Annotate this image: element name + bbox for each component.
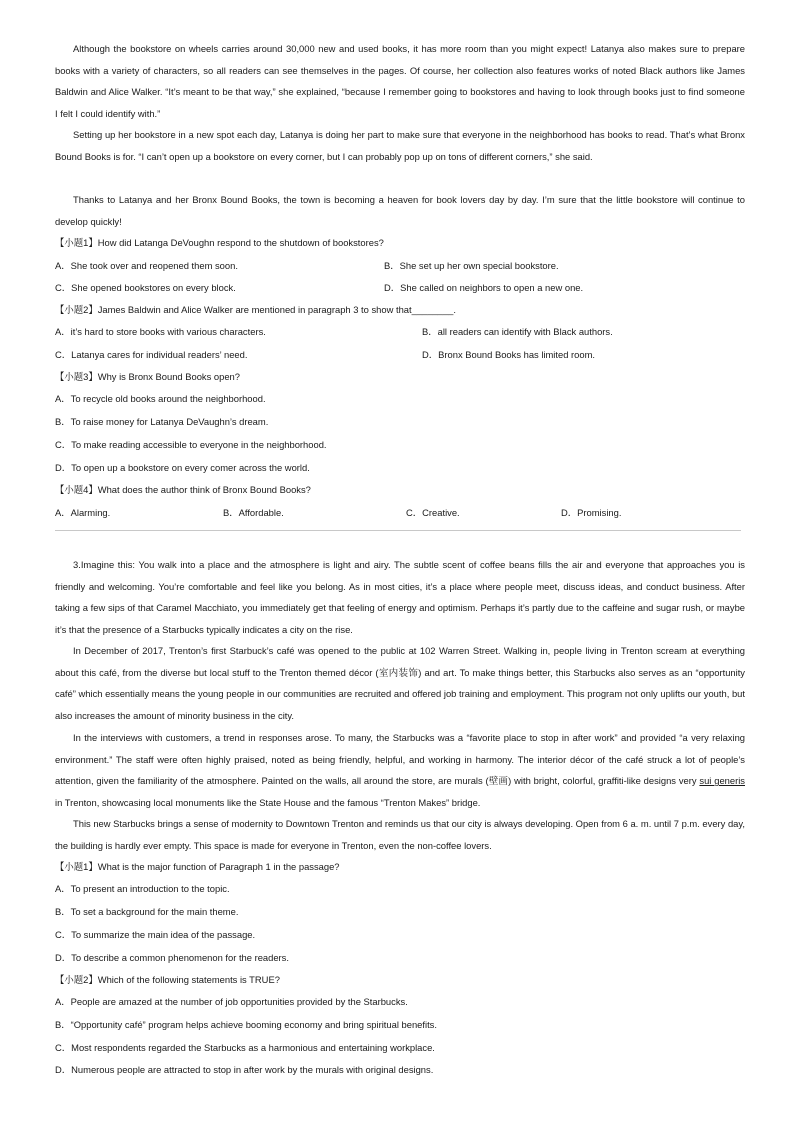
passage3-paragraph-4: This new Starbucks brings a sense of modernity to Downtown Trenton and reminds us that our city is always developing. Open from 6 a. m. until 7 p.m. every day, the building is hardly ever empty. This space is made for everyone in Trenton, even the non-coffee lovers.: [55, 818, 745, 851]
passage2-paragraph-3: Although the bookstore on wheels carries around 30,000 new and used books, it has more room than you might expect! Latanya also makes sure to prepare books with a variety of characters, so all readers can see themselves in the pages. Of course, her collection also features works of noted Black authors like James Baldwin and Alice Walker. “It’s meant to be that way,” she explained, “because I remember going to bookstores and having to look through books just to find someone I felt I could identify with.”: [55, 43, 745, 119]
p2-q4-option-c[interactable]: C．Creative.: [406, 507, 460, 518]
p2-q4-option-b[interactable]: B．Affordable.: [223, 507, 284, 518]
underlined-term: sui generis: [699, 775, 745, 787]
p3-q1-option-c[interactable]: C．To summarize the main idea of the passage.: [55, 929, 256, 940]
p2-q3-option-a[interactable]: A．To recycle old books around the neighborhood.: [55, 393, 266, 404]
p2-question-3-stem: 【小题3】Why is Bronx Bound Books open?: [55, 371, 240, 382]
p3-q2-option-a[interactable]: A．People are amazed at the number of job opportunities provided by the Starbucks.: [55, 996, 408, 1007]
p2-question-4-stem: 【小题4】What does the author think of Bronx Bound Books?: [55, 484, 311, 495]
p3-question-1-stem: 【小题1】What is the major function of Paragraph 1 in the passage?: [55, 861, 340, 872]
p3-q1-option-b[interactable]: B．To set a background for the main theme.: [55, 906, 239, 917]
p2-q2-option-a[interactable]: A．it’s hard to store books with various characters.: [55, 326, 266, 337]
p2-q1-option-d[interactable]: D．She called on neighbors to open a new one.: [384, 282, 584, 293]
p2-q1-option-c[interactable]: C．She opened bookstores on every block.: [55, 282, 236, 293]
p3-q2-option-c[interactable]: C．Most respondents regarded the Starbucks as a harmonious and entertaining workplace.: [55, 1042, 435, 1053]
p2-question-2-stem: 【小题2】James Baldwin and Alice Walker are mentioned in paragraph 3 to show that________.: [55, 304, 456, 315]
p3-q2-option-b[interactable]: B．“Opportunity café” program helps achieve booming economy and bring spiritual benefits.: [55, 1019, 437, 1030]
p2-q1-option-a[interactable]: A．She took over and reopened them soon.: [55, 260, 238, 271]
p2-question-1-stem: 【小题1】How did Latanga DeVoughn respond to the shutdown of bookstores?: [55, 237, 384, 248]
p2-q3-option-d[interactable]: D．To open up a bookstore on every comer across the world.: [55, 462, 310, 473]
p3-q1-option-d[interactable]: D．To describe a common phenomenon for the readers.: [55, 952, 289, 963]
p2-q2-option-b[interactable]: B．all readers can identify with Black authors.: [422, 326, 613, 337]
p2-q2-option-d[interactable]: D．Bronx Bound Books has limited room.: [422, 349, 595, 360]
p2-q3-option-c[interactable]: C．To make reading accessible to everyone in the neighborhood.: [55, 439, 327, 450]
passage2-paragraph-4: Setting up her bookstore in a new spot each day, Latanya is doing her part to make sure that everyone in the neighborhood has books to read. That’s what Bronx Bound Books is for. “I can’t open up a bookstore on every corner, but I can probably pop up on tons of different corners,” she said.: [55, 129, 745, 162]
passage2-paragraph-5: Thanks to Latanya and her Bronx Bound Books, the town is becoming a heaven for book lovers day by day. I’m sure that the little bookstore will continue to develop quickly!: [55, 194, 745, 227]
passage3-paragraph-1: 3.Imagine this: You walk into a place and the atmosphere is light and airy. The subtle scent of coffee beans fills the air and everyone that approaches you is friendly and welcoming. You’re comfortable and feel like you belong. As in most cities, it’s a place where people meet, discuss ideas, and conduct business. After taking a few sips of that Caramel Macchiato, you immediately get that feeling of energy and optimism. Perhaps it’s partly due to the caffeine and sugar rush, or maybe it’s that the presence of a Starbucks typically indicates a city on the rise.: [55, 559, 745, 635]
section-divider: [55, 530, 741, 531]
passage3-paragraph-3: In the interviews with customers, a trend in responses arose. To many, the Starbucks was a “favorite place to stop in after work” and provided “a very relaxing environment.” The staff were often highly praised, noted as being friendly, helpful, and working in harmony. The interior décor of the café struck a lot of people’s attention, given the familiarity of the atmosphere. Painted on the walls, all around the store, are murals (壁画) with bright, colorful, graffiti-like designs very sui generis in Trenton, showcasing local monuments like the State House and the famous “Trenton Makes” bridge.: [55, 732, 745, 808]
p3-question-2-stem: 【小题2】Which of the following statements is TRUE?: [55, 974, 280, 985]
p2-q1-option-b[interactable]: B．She set up her own special bookstore.: [384, 260, 559, 271]
p3-q1-option-a[interactable]: A．To present an introduction to the topic.: [55, 883, 230, 894]
p2-q3-option-b[interactable]: B．To raise money for Latanya DeVaughn’s dream.: [55, 416, 269, 427]
p2-q4-option-a[interactable]: A．Alarming.: [55, 507, 111, 518]
p2-q4-option-d[interactable]: D．Promising.: [561, 507, 622, 518]
p2-q2-option-c[interactable]: C．Latanya cares for individual readers’ need.: [55, 349, 248, 360]
p3-q2-option-d[interactable]: D．Numerous people are attracted to stop in after work by the murals with original designs.: [55, 1064, 434, 1075]
passage3-paragraph-2: In December of 2017, Trenton’s first Starbuck’s café was opened to the public at 102 Warren Street. Walking in, people living in Trenton scream at everything about this café, from the diverse but local stuff to the Trenton themed décor (室内装饰) and art. To make things better, this Starbucks also serves as an “opportunity café” which essentially means the young people in our communities are recruited and offered job training and employment. This program not only uplifts our youth, but also increases the amount of minority business in the city.: [55, 645, 745, 721]
